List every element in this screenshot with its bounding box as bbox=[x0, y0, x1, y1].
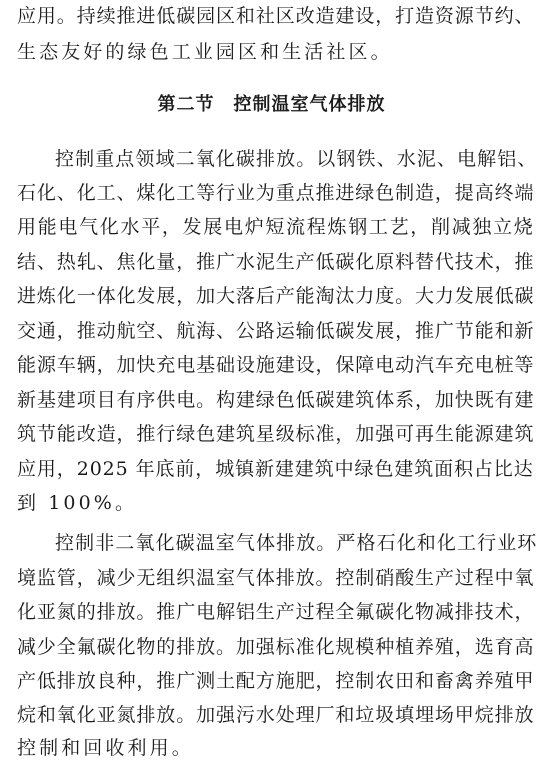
intro-line: 生态友好的绿色工业园区和生活社区。 bbox=[17, 41, 393, 63]
paragraph-line: 控制重点领域二氧化碳排放。以钢铁、水泥、电解铝、 bbox=[55, 148, 538, 170]
paragraph-line: 结、热轧、焦化量，推广水泥生产低碳化原料替代技术，推 bbox=[17, 251, 535, 273]
section-heading: 第二节 控制温室气体排放 bbox=[157, 94, 386, 115]
paragraph-line: 控制非二氧化碳温室气体排放。严格石化和化工行业环 bbox=[55, 532, 538, 554]
paragraph-line: 烷和氧化亚氮排放。加强污水处理厂和垃圾填埋场甲烷排放 bbox=[17, 704, 535, 726]
paragraph-line: 进炼化一体化发展，加大落后产能淘汰力度。大力发展低碳 bbox=[17, 285, 535, 307]
paragraph-line: 控制和回收利用。 bbox=[17, 737, 194, 759]
paragraph-line: 新基建项目有序供电。构建绿色低碳建筑体系，加快既有建 bbox=[17, 389, 535, 411]
paragraph-line: 筑节能改造，推行绿色建筑星级标准，加强可再生能源建筑 bbox=[17, 423, 535, 445]
intro-line: 应用。持续推进低碳园区和社区改造建设，打造资源节约、 bbox=[17, 5, 535, 27]
paragraph-line: 应用，2025 年底前，城镇新建建筑中绿色建筑面积占比达 bbox=[17, 458, 534, 480]
paragraph-line: 减少全氟碳化物的排放。加强标准化规模种植养殖，选育高 bbox=[17, 636, 535, 658]
paragraph-line: 石化、化工、煤化工等行业为重点推进绿色制造，提高终端 bbox=[17, 182, 535, 204]
paragraph-line: 用能电气化水平，发展电炉短流程炼钢工艺，削减独立烧 bbox=[17, 216, 535, 238]
paragraph-line: 化亚氮的排放。推广电解铝生产过程全氟碳化物减排技术， bbox=[17, 601, 535, 623]
paragraph-line: 境监管，减少无组织温室气体排放。控制硝酸生产过程中氧 bbox=[17, 567, 535, 589]
paragraph-line: 产低排放良种，推广测土配方施肥，控制农田和畜禽养殖甲 bbox=[17, 670, 535, 692]
paragraph-line: 交通，推动航空、航海、公路运输低碳发展，推广节能和新 bbox=[17, 320, 535, 342]
paragraph-line: 到 100%。 bbox=[17, 492, 138, 514]
paragraph-line: 能源车辆，加快充电基础设施建设，保障电动汽车充电桩等 bbox=[17, 354, 535, 376]
